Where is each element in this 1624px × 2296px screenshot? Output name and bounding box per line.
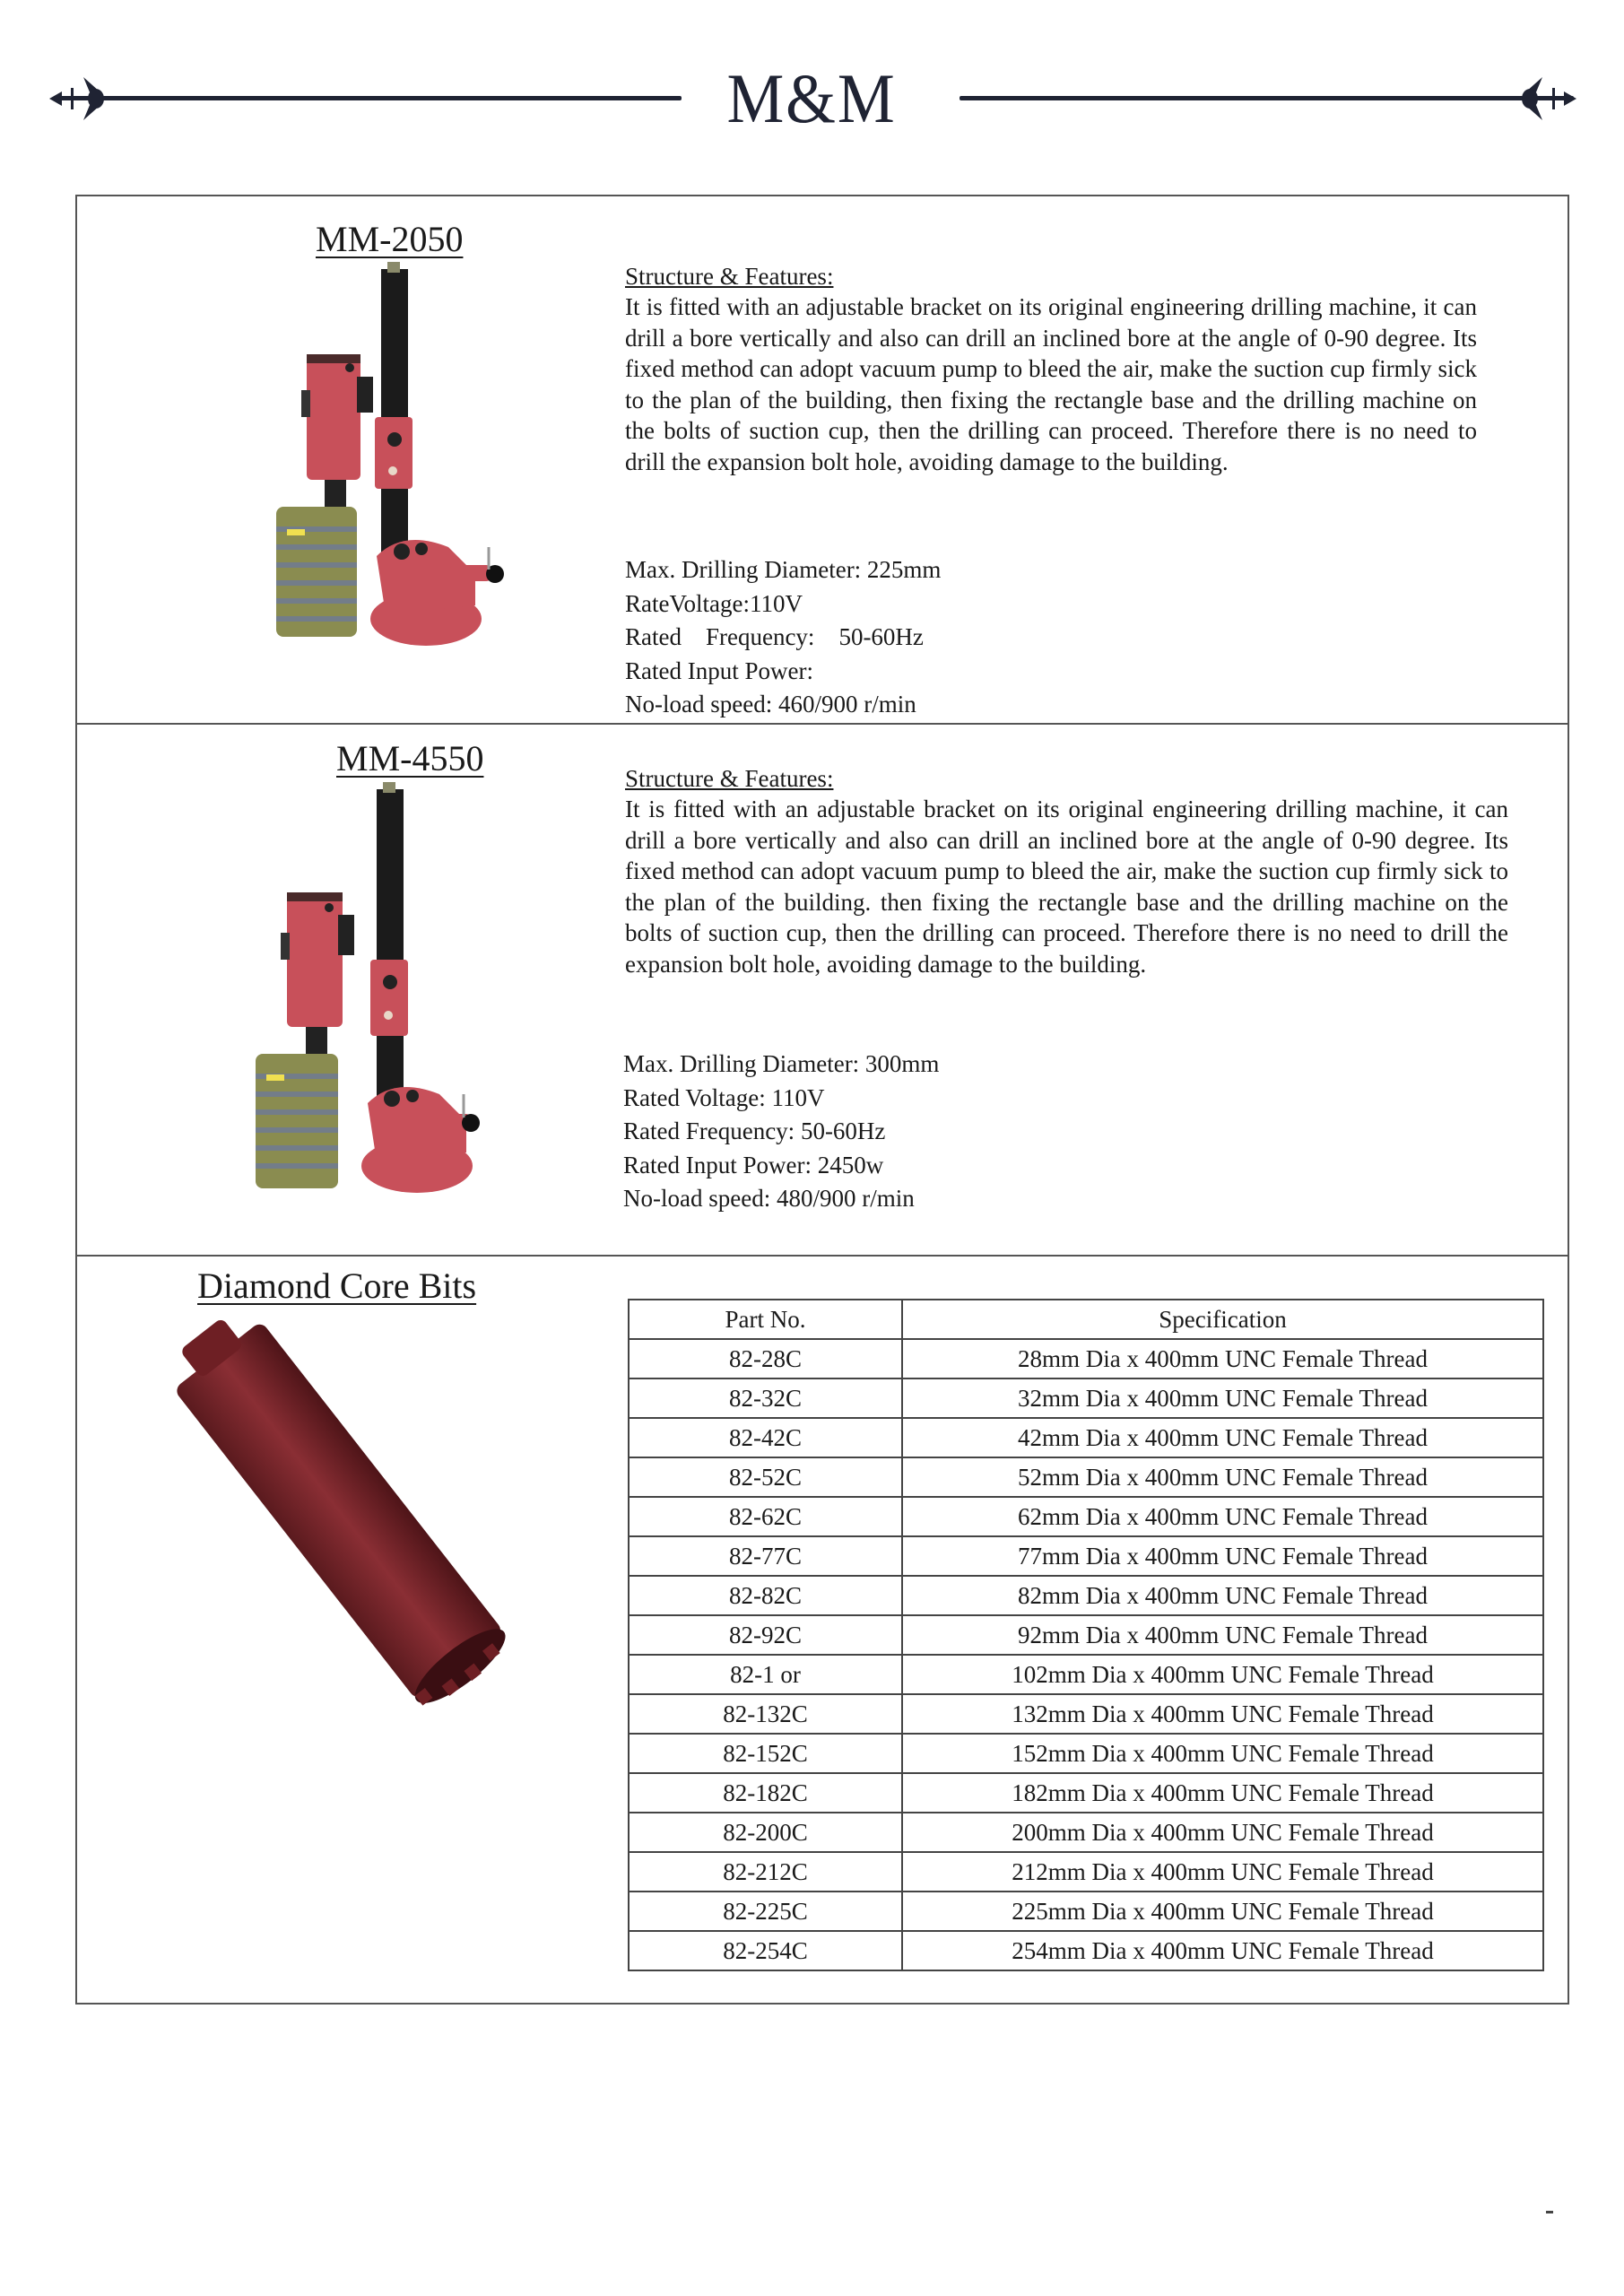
scan-artifact-mark [1546, 2211, 1553, 2213]
section-divider [75, 723, 1569, 725]
cell-specification: 52mm Dia x 400mm UNC Female Thread [902, 1457, 1543, 1497]
cell-part-no: 82-32C [629, 1378, 902, 1418]
spec-rated-voltage: RateVoltage:110V [625, 589, 803, 617]
table-row [629, 1339, 1543, 1378]
table-row [629, 1497, 1543, 1536]
cell-specification: 28mm Dia x 400mm UNC Female Thread [902, 1339, 1543, 1378]
cell-part-no: 82-52C [629, 1457, 902, 1497]
spec-no-load-speed: No-load speed: 480/900 r/min [623, 1185, 915, 1212]
cell-part-no: 82-225C [629, 1892, 902, 1931]
section-title-core-bits: Diamond Core Bits [197, 1265, 477, 1306]
table-row [629, 1655, 1543, 1694]
cell-part-no: 82-82C [629, 1576, 902, 1615]
cell-specification: 200mm Dia x 400mm UNC Female Thread [902, 1813, 1543, 1852]
diamond-core-bit-image [152, 1292, 547, 1758]
features-heading: Structure & Features: [625, 765, 834, 792]
column-header-part-no: Part No. [629, 1300, 902, 1339]
product-model-title: MM-2050 [316, 219, 464, 259]
product-model-title: MM-4550 [336, 738, 484, 778]
table-row [629, 1931, 1543, 1970]
cell-specification: 102mm Dia x 400mm UNC Female Thread [902, 1655, 1543, 1694]
features-description: It is fitted with an adjustable bracket on its original engineering drilling machine, it can drill a bore vertically and also can drill an inclined bore at the angle of 0-90 degree. Its fixed method can adopt vacuum pump to bleed the air, make the suction cup firmly sick to the plan of the building, then fixing the rectangle base and the drilling machine on the bolts of suction cup, then the drilling can proceed. Therefore there is no need to drill the expansion bolt hole, avoiding damage to the building. [625, 293, 1477, 475]
core-drill-rig-image [238, 780, 480, 1202]
table-header-row [629, 1300, 1543, 1339]
cell-specification: 42mm Dia x 400mm UNC Female Thread [902, 1418, 1543, 1457]
cell-specification: 132mm Dia x 400mm UNC Female Thread [902, 1694, 1543, 1734]
brand-title: M&M [726, 59, 897, 137]
spec-max-drilling-diameter: Max. Drilling Diameter: 225mm [625, 556, 942, 583]
cell-part-no: 82-62C [629, 1497, 902, 1536]
cell-part-no: 82-254C [629, 1931, 902, 1970]
spec-list [623, 1048, 939, 1216]
core-bits-table [628, 1299, 1544, 1971]
spec-rated-voltage: Rated Voltage: 110V [623, 1083, 825, 1111]
features-description: It is fitted with an adjustable bracket on its original engineering drilling machine, it can drill a bore vertically and also can drill an inclined bore at the angle of 0-90 degree. Its fixed method can adopt vacuum pump to bleed the air, make the suction cup firmly sick to the plan of the building. then fixing the rectangle base and the drilling machine on the bolts of suction cup, then the drilling can proceed. Therefore there is no need to drill the expansion bolt hole, avoiding damage to the building. [625, 796, 1508, 978]
cell-specification: 62mm Dia x 400mm UNC Female Thread [902, 1497, 1543, 1536]
cell-specification: 77mm Dia x 400mm UNC Female Thread [902, 1536, 1543, 1576]
cell-specification: 82mm Dia x 400mm UNC Female Thread [902, 1576, 1543, 1615]
cell-part-no: 82-200C [629, 1813, 902, 1852]
header-rule-left [54, 96, 682, 100]
cell-part-no: 82-92C [629, 1615, 902, 1655]
spec-list [625, 553, 941, 722]
cell-specification: 152mm Dia x 400mm UNC Female Thread [902, 1734, 1543, 1773]
table-row [629, 1576, 1543, 1615]
table-row [629, 1378, 1543, 1418]
page-header [0, 54, 1624, 144]
spec-rated-frequency: Rated Frequency: 50-60Hz [625, 623, 924, 650]
cell-part-no: 82-1 or [629, 1655, 902, 1694]
features-heading: Structure & Features: [625, 263, 834, 290]
table-row [629, 1694, 1543, 1734]
table-row [629, 1536, 1543, 1576]
table-row [629, 1615, 1543, 1655]
spec-rated-input-power: Rated Input Power: [625, 657, 813, 684]
table-row [629, 1852, 1543, 1892]
cell-specification: 254mm Dia x 400mm UNC Female Thread [902, 1931, 1543, 1970]
cell-part-no: 82-77C [629, 1536, 902, 1576]
table-row [629, 1418, 1543, 1457]
table-row [629, 1457, 1543, 1497]
cell-part-no: 82-152C [629, 1734, 902, 1773]
cell-part-no: 82-28C [629, 1339, 902, 1378]
spec-rated-frequency: Rated Frequency: 50-60Hz [623, 1118, 886, 1144]
cell-part-no: 82-42C [629, 1418, 902, 1457]
cell-specification: 225mm Dia x 400mm UNC Female Thread [902, 1892, 1543, 1931]
cell-specification: 32mm Dia x 400mm UNC Female Thread [902, 1378, 1543, 1418]
cell-specification: 182mm Dia x 400mm UNC Female Thread [902, 1773, 1543, 1813]
table-row [629, 1892, 1543, 1931]
cell-specification: 212mm Dia x 400mm UNC Female Thread [902, 1852, 1543, 1892]
cell-part-no: 82-212C [629, 1852, 902, 1892]
section-divider [75, 1255, 1569, 1257]
spec-rated-input-power: Rated Input Power: 2450w [623, 1151, 884, 1178]
cell-part-no: 82-132C [629, 1694, 902, 1734]
ornament-arrow-right-icon [1442, 72, 1576, 126]
spec-no-load-speed: No-load speed: 460/900 r/min [625, 691, 916, 718]
table-row [629, 1773, 1543, 1813]
column-header-specification: Specification [902, 1300, 1543, 1339]
core-drill-rig-image [269, 260, 511, 655]
cell-part-no: 82-182C [629, 1773, 902, 1813]
spec-max-drilling-diameter: Max. Drilling Diameter: 300mm [623, 1050, 940, 1077]
table-row [629, 1813, 1543, 1852]
table-row [629, 1734, 1543, 1773]
cell-specification: 92mm Dia x 400mm UNC Female Thread [902, 1615, 1543, 1655]
